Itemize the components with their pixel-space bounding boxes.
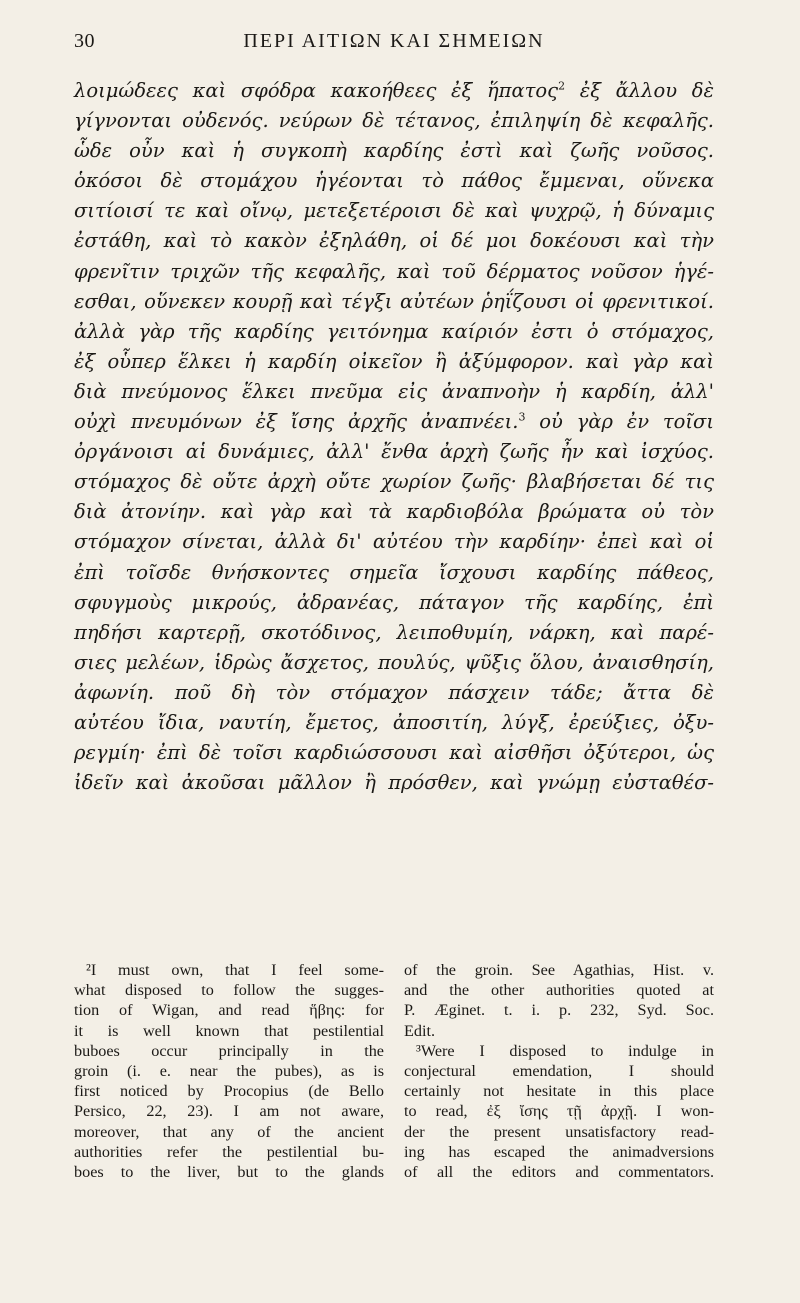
footnote-line: Edit. [404, 1021, 436, 1040]
text-line: σιτίοισί τε καὶ οἴνῳ, μετεξετέροισι δὲ καὶ ψυχρῷ, ἡ δύναμις [74, 199, 714, 223]
text-line: στόμαχος δὲ οὔτε ἀρχὴ οὔτε χωρίον ζωῆς· βλαβήσεται δέ τις [74, 470, 714, 494]
text-line: ρεγμίη· ἐπὶ δὲ τοῖσι καρδιώσσουσι καὶ αἰσθῆσι ὀξύτεροι, ὡς [74, 741, 714, 765]
text-line: αὐτέου ἴδια, ναυτίη, ἔμετος, ἀποσιτίη, λύγξ, ἐρεύξιες, ὀξυ- [74, 710, 714, 734]
footnote-line: to read, ἐξ ἴσης τῇ ἀρχῇ. I won- [404, 1102, 714, 1121]
text-line: γίγνονται οὐδενός. νεύρων δὲ τέτανος, ἐπιληψίη δὲ κεφαλῆς. [74, 109, 714, 133]
footnote-line: groin (i. e. near the pubes), as is [74, 1061, 384, 1080]
text-line: ἐξ οὗπερ ἕλκει ἡ καρδίη οἰκεῖον ἢ ἀξύμφορον. καὶ γὰρ καὶ [74, 349, 714, 373]
footnote-line: tion of Wigan, and read ἥβης: for [74, 1001, 384, 1020]
text-line: ἰδεῖν καὶ ἀκοῦσαι μᾶλλον ἢ πρόσθεν, καὶ γνώμῃ εὐσταθέσ- [74, 771, 714, 795]
text-line: φρενῖτιν τριχῶν τῆς κεφαλῆς, καὶ τοῦ δέρματος νοῦσον ἡγέ- [74, 259, 714, 283]
footnote-line: moreover, that any of the ancient [74, 1122, 384, 1141]
footnotes [74, 960, 714, 1182]
footnote-line: ing has escaped the animadversions [404, 1142, 714, 1161]
text-line: ἀφωνίη. ποῦ δὴ τὸν στόμαχον πάσχειν τάδε; ἄττα δὲ [74, 680, 714, 704]
footnote-line: and the other authorities quoted at [404, 981, 714, 1000]
footnote-line: authorities refer the pestilential bu- [74, 1142, 384, 1161]
footnote-line: P. Æginet. t. i. p. 232, Syd. Soc. [404, 1001, 714, 1020]
text-line: ἐστάθη, καὶ τὸ κακὸν ἐξηλάθη, οἱ δέ μοι δοκέουσι καὶ τὴν [74, 229, 714, 253]
footnote-line: Persico, 22, 23). I am not aware, [74, 1102, 384, 1121]
text-line: διὰ ἀτονίην. καὶ γὰρ καὶ τὰ καρδιοβόλα βρώματα οὐ τὸν [74, 500, 714, 524]
text-line: λοιμώδεες καὶ σφόδρα κακοήθεες ἐξ ἥπατος$^2$ ἐξ ἄλλου δὲ [74, 79, 714, 102]
footnote-line: certainly not hesitate in this place [404, 1082, 714, 1101]
footnotes-right-column [404, 960, 714, 1182]
footnotes-left-column [74, 960, 384, 1182]
text-line: πηδήσι καρτερῇ, σκοτόδινος, λειποθυμίη, νάρκη, καὶ παρέ- [74, 620, 714, 644]
text-line: εσθαι, οὕνεκεν κουρῇ καὶ τέγξι αὐτέων ῥηΐζουσι οἱ φρενιτικοί. [74, 289, 714, 313]
text-line: ἀλλὰ γὰρ τῆς καρδίης γειτόνημα καίριόν ἐστι ὁ στόμαχος, [74, 319, 714, 343]
greek-body-text [74, 76, 714, 798]
footnote-line: conjectural emendation, I should [404, 1061, 714, 1080]
text-line: στόμαχον σίνεται, ἀλλὰ δι' αὐτέου τὴν καρδίην· ἐπεὶ καὶ οἱ [74, 530, 714, 554]
text-line: ὁκόσοι δὲ στομάχου ἡγέονται τὸ πάθος ἔμμεναι, οὕνεκα [74, 169, 714, 193]
text-line: ἐπὶ τοῖσδε θνήσκοντες σημεῖα ἴσχουσι καρδίης πάθεος, [74, 560, 714, 584]
text-line: σφυγμοὺς μικρούς, ἀδρανέας, πάταγον τῆς καρδίης, ἐπὶ [74, 590, 714, 614]
footnote-line: of all the editors and commentators. [404, 1162, 714, 1181]
page-header [74, 0, 714, 64]
footnote-line: ²I must own, that I feel some- [86, 961, 384, 979]
text-line: σιες μελέων, ἱδρὼς ἄσχετος, πουλύς, ψῦξις ὅλου, ἀναισθησίη, [74, 650, 714, 674]
footnote-line: ³Were I disposed to indulge in [416, 1041, 714, 1060]
footnote-line: of the groin. See Agathias, Hist. v. [404, 961, 714, 979]
footnote-line: first noticed by Procopius (de Bello [74, 1082, 384, 1101]
book-page [74, 0, 714, 1181]
footnote-line: buboes occur principally in the [74, 1041, 384, 1060]
text-line: ὀργάνοισι αἱ δυνάμιες, ἀλλ' ἔνθα ἀρχὴ ζωῆς ἦν καὶ ἰσχύος. [74, 440, 714, 464]
footnote-line: der the present unsatisfactory read- [404, 1122, 714, 1141]
text-line: οὐχὶ πνευμόνων ἐξ ἴσης ἀρχῆς ἀναπνέει.$^3$ οὐ γὰρ ἐν τοῖσι [74, 410, 714, 434]
footnote-line: what disposed to follow the sugges- [74, 981, 384, 1000]
running-head: ΠΕΡΙ ΑΙΤΙΩΝ ΚΑΙ ΣΗΜΕΙΩΝ [243, 30, 545, 52]
text-line: διὰ πνεύμονος ἕλκει πνεῦμα εἰς ἀναπνοὴν ἡ καρδίη, ἀλλ' [74, 379, 714, 403]
footnote-line: it is well known that pestilential [74, 1021, 384, 1040]
text-line: ὧδε οὖν καὶ ἡ συγκοπὴ καρδίης ἐστὶ καὶ ζωῆς νοῦσος. [74, 139, 714, 163]
page-number: 30 [74, 30, 95, 52]
footnote-line: boes to the liver, but to the glands [74, 1162, 384, 1181]
